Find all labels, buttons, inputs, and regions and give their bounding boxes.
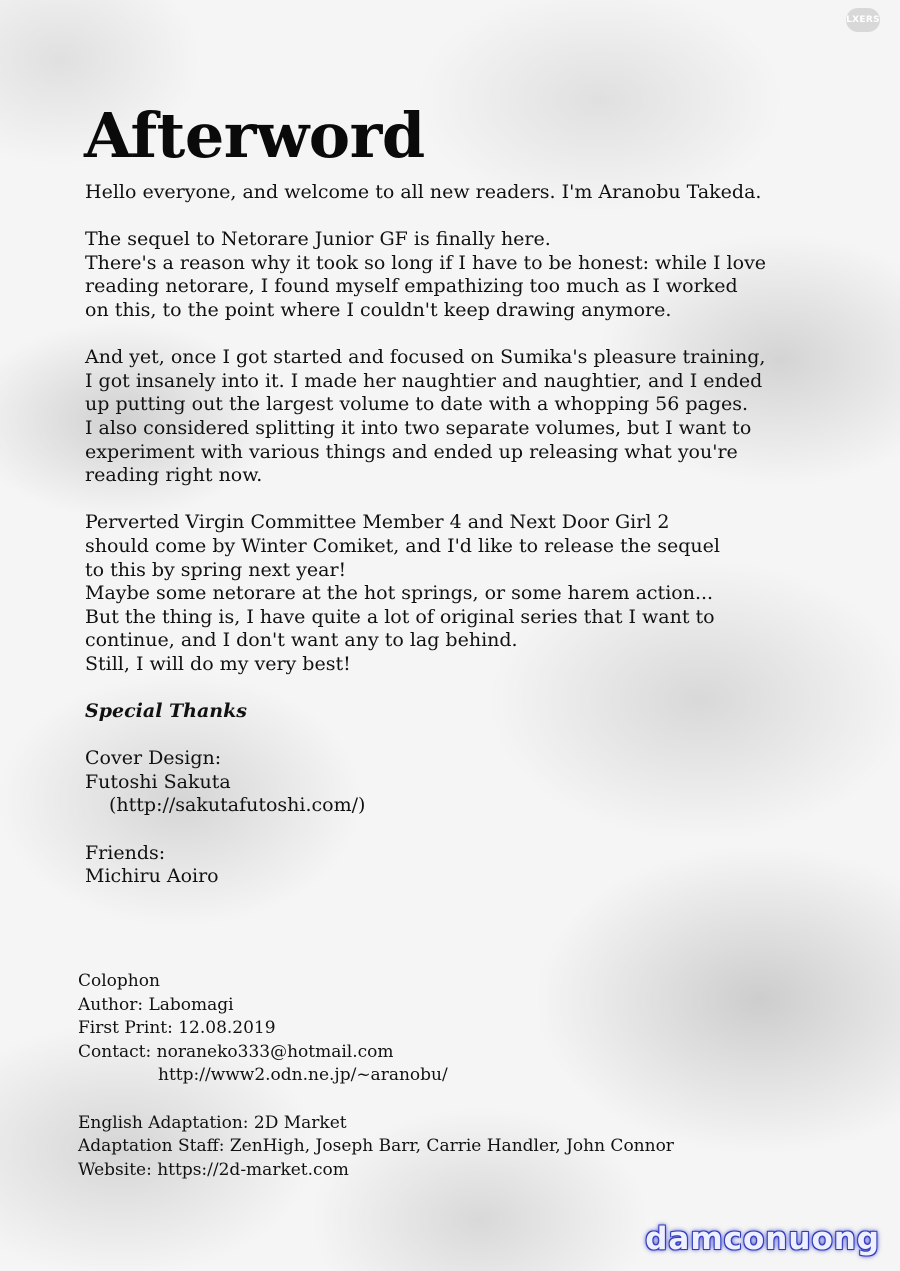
colophon-adaptation-staff: Adaptation Staff: ZenHigh, Joseph Barr, Carrie Handler, John Connor <box>78 1136 674 1157</box>
friends-label: Friends: <box>85 841 166 864</box>
site-watermark: damconuong <box>645 1221 880 1257</box>
afterword-paragraph: The sequel to Netorare Junior GF is finally here. There's a reason why it took so long if I have to be honest: while I love reading netorare, I found myself empathizing too much as I worked on this, to the point where I couldn't keep drawing anymore. <box>85 228 767 321</box>
scanlator-logo-badge: LXERS <box>846 8 880 32</box>
colophon-heading: Colophon <box>78 971 160 991</box>
colophon-contact: Contact: noraneko333@hotmail.com <box>78 1041 394 1062</box>
colophon-website: Website: https://2d-market.com <box>78 1159 349 1180</box>
special-thanks-heading: Special Thanks <box>85 700 247 723</box>
colophon-contact-url: http://www2.odn.ne.jp/~aranobu/ <box>158 1065 448 1086</box>
colophon <box>78 970 838 1182</box>
afterword-paragraph: And yet, once I got started and focused on Sumika's pleasure training, I got insanely into it. I made her naughtier and naughtier, and I ended up putting out the largest volume to date with a whopping 56 pages. I also considered splitting it into two separate volumes, but I want to experiment with various things and ended up releasing what you're reading right now. <box>85 346 766 487</box>
page-title: Afterword <box>84 99 425 172</box>
colophon-spacer <box>78 1088 838 1112</box>
cover-design-url: (http://sakutafutoshi.com/) <box>109 794 366 817</box>
afterword-body <box>85 181 805 889</box>
colophon-author: Author: Labomagi <box>78 994 234 1015</box>
afterword-paragraph: Perverted Virgin Committee Member 4 and Next Door Girl 2 should come by Winter Comiket, and I'd like to release the sequel to this by spring next year! Maybe some netorare at the hot springs, or some harem action... But the thing is, I have quite a lot of original series that I want to continue, and I don't want any to lag behind. Still, I will do my very best! <box>85 511 720 675</box>
afterword-paragraph: Hello everyone, and welcome to all new readers. I'm Aranobu Takeda. <box>85 181 762 203</box>
friends-name: Michiru Aoiro <box>85 865 219 888</box>
cover-design-name: Futoshi Sakuta <box>85 770 231 793</box>
cover-design-label: Cover Design: <box>85 747 222 770</box>
colophon-first-print: First Print: 12.08.2019 <box>78 1018 276 1039</box>
colophon-english-adaptation: English Adaptation: 2D Market <box>78 1112 347 1133</box>
